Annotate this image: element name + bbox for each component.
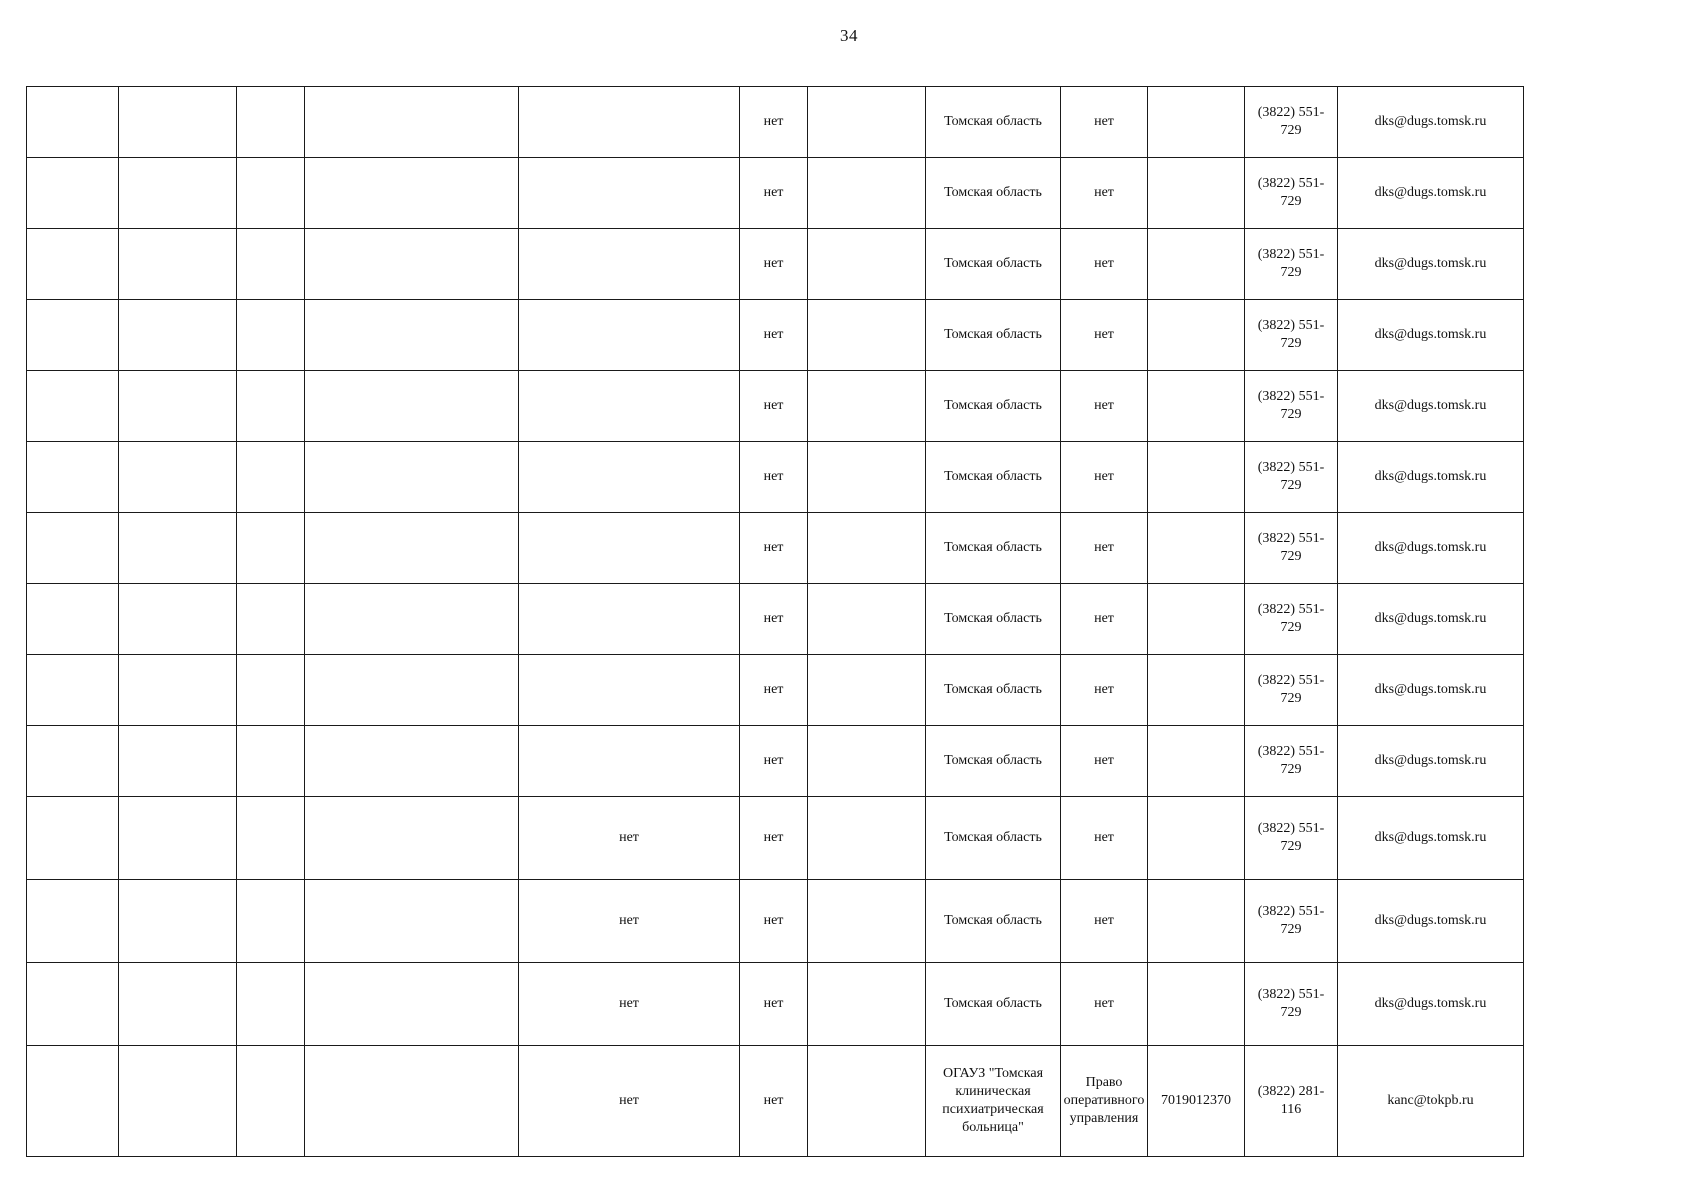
table-cell [305,655,519,726]
table-cell [237,655,305,726]
phone-line-1: (3822) 551- [1257,389,1325,404]
cell-col6 [519,726,740,797]
table-cell [808,880,926,963]
table-cell [27,963,119,1046]
cell-col7: нет [740,371,808,442]
table-cell [237,513,305,584]
cell-col7: нет [740,797,808,880]
phone-line-2: 729 [1280,265,1302,280]
cell-phone [1245,371,1338,442]
cell-right: нет [1061,655,1148,726]
cell-col7: нет [740,229,808,300]
cell-col7: нет [740,158,808,229]
phone-line-1: (3822) 551- [1257,744,1325,759]
cell-inn [1148,726,1245,797]
table-cell [27,158,119,229]
phone-line-2: 729 [1280,839,1302,854]
table-cell [27,513,119,584]
cell-col7: нет [740,87,808,158]
cell-email: dks@dugs.tomsk.ru [1338,655,1524,726]
phone-line-2: 729 [1280,194,1302,209]
table-row [27,797,1524,880]
owner-line: ОГАУЗ "Томская [942,1066,1044,1081]
cell-col6 [519,158,740,229]
right-line: Право [1085,1075,1123,1090]
cell-col7: нет [740,963,808,1046]
cell-col7: нет [740,1046,808,1157]
table-row [27,87,1524,158]
table-row [27,584,1524,655]
cell-owner: Томская область [926,442,1061,513]
table-cell [237,880,305,963]
cell-col6 [519,87,740,158]
table-cell [808,584,926,655]
table-cell [27,87,119,158]
cell-inn [1148,158,1245,229]
table-cell [119,513,237,584]
cell-inn [1148,87,1245,158]
cell-phone [1245,584,1338,655]
phone-line-1: (3822) 551- [1257,318,1325,333]
table-cell [119,655,237,726]
cell-email: dks@dugs.tomsk.ru [1338,513,1524,584]
table-cell [237,963,305,1046]
cell-phone [1245,880,1338,963]
cell-col6 [519,442,740,513]
phone-line-2: 729 [1280,123,1302,138]
table-cell [119,300,237,371]
table-cell [237,229,305,300]
cell-owner: Томская область [926,371,1061,442]
cell-email: kanc@tokpb.ru [1338,1046,1524,1157]
table-cell [119,158,237,229]
cell-right: нет [1061,371,1148,442]
phone-line-1: (3822) 551- [1257,602,1325,617]
table-cell [808,726,926,797]
table-cell [119,442,237,513]
cell-owner: Томская область [926,87,1061,158]
cell-owner: Томская область [926,963,1061,1046]
table-cell [305,442,519,513]
table-cell [808,1046,926,1157]
phone-line-2: 729 [1280,922,1302,937]
cell-col7: нет [740,584,808,655]
cell-email: dks@dugs.tomsk.ru [1338,963,1524,1046]
table-cell [305,371,519,442]
cell-col6 [519,655,740,726]
cell-owner: Томская область [926,726,1061,797]
table-cell [119,880,237,963]
table-cell [808,371,926,442]
cell-phone [1245,1046,1338,1157]
phone-line-1: (3822) 551- [1257,821,1325,836]
phone-line-1: (3822) 551- [1257,176,1325,191]
cell-inn [1148,880,1245,963]
table-cell [27,880,119,963]
cell-email: dks@dugs.tomsk.ru [1338,584,1524,655]
table-cell [808,87,926,158]
cell-col6: нет [519,1046,740,1157]
phone-line-2: 729 [1280,691,1302,706]
cell-phone [1245,513,1338,584]
table-cell [305,963,519,1046]
cell-phone [1245,442,1338,513]
table-row [27,726,1524,797]
cell-owner: Томская область [926,584,1061,655]
cell-inn [1148,655,1245,726]
phone-line-1: (3822) 551- [1257,247,1325,262]
table-cell [305,513,519,584]
cell-right: нет [1061,87,1148,158]
cell-email: dks@dugs.tomsk.ru [1338,371,1524,442]
table-row [27,1046,1524,1157]
table-cell [305,158,519,229]
cell-right: нет [1061,963,1148,1046]
phone-line-2: 116 [1280,1102,1302,1117]
cell-inn [1148,371,1245,442]
table-cell [27,371,119,442]
phone-line-2: 729 [1280,620,1302,635]
cell-col7: нет [740,442,808,513]
cell-owner: Томская область [926,513,1061,584]
table-cell [808,655,926,726]
cell-email: dks@dugs.tomsk.ru [1338,87,1524,158]
table-row [27,158,1524,229]
cell-phone [1245,655,1338,726]
cell-owner: Томская область [926,797,1061,880]
cell-email: dks@dugs.tomsk.ru [1338,880,1524,963]
cell-col6 [519,300,740,371]
table-cell [305,1046,519,1157]
table-cell [305,229,519,300]
cell-col6: нет [519,880,740,963]
table-cell [27,797,119,880]
phone-line-1: (3822) 281- [1257,1084,1325,1099]
table-cell [237,726,305,797]
table-cell [27,300,119,371]
cell-right: нет [1061,442,1148,513]
cell-right: нет [1061,229,1148,300]
phone-line-2: 729 [1280,549,1302,564]
table-cell [27,442,119,513]
table-cell [808,797,926,880]
table-cell [237,797,305,880]
cell-col6 [519,229,740,300]
cell-email: dks@dugs.tomsk.ru [1338,300,1524,371]
table-cell [808,158,926,229]
table-cell [119,584,237,655]
cell-email: dks@dugs.tomsk.ru [1338,442,1524,513]
table-row [27,442,1524,513]
cell-col7: нет [740,300,808,371]
table-cell [119,1046,237,1157]
phone-line-2: 729 [1280,478,1302,493]
table-cell [27,726,119,797]
table-cell [237,300,305,371]
table-cell [27,655,119,726]
table-row [27,371,1524,442]
table-cell [27,229,119,300]
cell-inn: 7019012370 [1148,1046,1245,1157]
cell-owner: Томская область [926,300,1061,371]
phone-line-1: (3822) 551- [1257,987,1325,1002]
table-row [27,655,1524,726]
table-cell [305,87,519,158]
register-table [26,86,1524,1157]
cell-inn [1148,229,1245,300]
cell-right: нет [1061,300,1148,371]
owner-line: психиатрическая [942,1102,1044,1117]
table-cell [119,963,237,1046]
phone-line-1: (3822) 551- [1257,673,1325,688]
cell-phone [1245,726,1338,797]
cell-phone [1245,797,1338,880]
table-cell [237,87,305,158]
table-cell [808,300,926,371]
cell-inn [1148,513,1245,584]
cell-owner: Томская область [926,655,1061,726]
cell-right: нет [1061,584,1148,655]
table-row [27,513,1524,584]
table-cell [119,229,237,300]
table-cell [119,797,237,880]
cell-right: нет [1061,797,1148,880]
phone-line-2: 729 [1280,1005,1302,1020]
cell-inn [1148,584,1245,655]
cell-inn [1148,963,1245,1046]
table-cell [237,584,305,655]
table-cell [305,300,519,371]
phone-line-1: (3822) 551- [1257,531,1325,546]
cell-col6: нет [519,963,740,1046]
cell-email: dks@dugs.tomsk.ru [1338,158,1524,229]
phone-line-2: 729 [1280,336,1302,351]
table-cell [237,158,305,229]
table-cell [237,371,305,442]
right-line: управления [1069,1111,1139,1126]
cell-col7: нет [740,655,808,726]
table-cell [119,371,237,442]
cell-col6 [519,513,740,584]
phone-line-2: 729 [1280,407,1302,422]
cell-email: dks@dugs.tomsk.ru [1338,797,1524,880]
table-cell [119,87,237,158]
cell-right: нет [1061,880,1148,963]
cell-right: нет [1061,513,1148,584]
cell-email: dks@dugs.tomsk.ru [1338,229,1524,300]
table-cell [27,1046,119,1157]
cell-phone [1245,87,1338,158]
table-cell [305,726,519,797]
table-cell [27,584,119,655]
table-cell [237,1046,305,1157]
cell-col6 [519,371,740,442]
owner-line: клиническая [955,1084,1031,1099]
cell-email: dks@dugs.tomsk.ru [1338,726,1524,797]
phone-line-1: (3822) 551- [1257,460,1325,475]
cell-col7: нет [740,880,808,963]
cell-right: нет [1061,726,1148,797]
table-row [27,229,1524,300]
phone-line-1: (3822) 551- [1257,105,1325,120]
table-cell [119,726,237,797]
table-row [27,963,1524,1046]
phone-line-2: 729 [1280,762,1302,777]
cell-inn [1148,797,1245,880]
cell-owner: Томская область [926,158,1061,229]
cell-owner: Томская область [926,229,1061,300]
page-number: 34 [840,26,858,45]
cell-col6: нет [519,797,740,880]
table-cell [808,513,926,584]
cell-phone [1245,300,1338,371]
table-cell [808,229,926,300]
table-cell [808,963,926,1046]
table-cell [237,442,305,513]
cell-col6 [519,584,740,655]
cell-phone [1245,229,1338,300]
cell-right: нет [1061,158,1148,229]
table-cell [808,442,926,513]
cell-right [1061,1046,1148,1157]
cell-col7: нет [740,513,808,584]
cell-col7: нет [740,726,808,797]
owner-line: больница" [962,1120,1024,1135]
table-row [27,880,1524,963]
table-cell [305,880,519,963]
table-cell [305,584,519,655]
phone-line-1: (3822) 551- [1257,904,1325,919]
cell-phone [1245,158,1338,229]
cell-inn [1148,442,1245,513]
table-cell [305,797,519,880]
cell-inn [1148,300,1245,371]
table-row [27,300,1524,371]
cell-owner: Томская область [926,880,1061,963]
cell-phone [1245,963,1338,1046]
right-line: оперативного [1063,1093,1145,1108]
cell-owner [926,1046,1061,1157]
